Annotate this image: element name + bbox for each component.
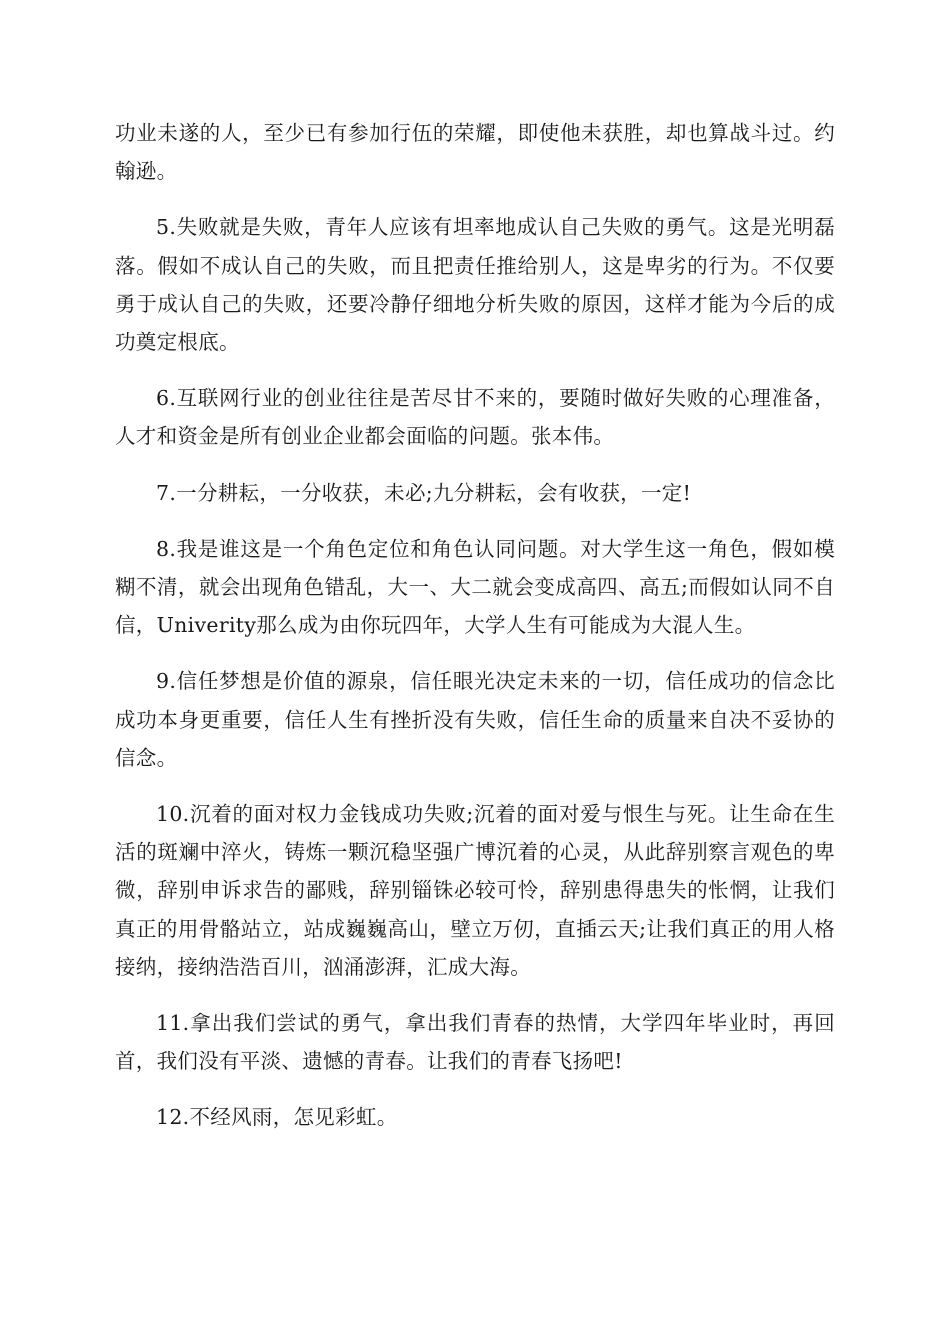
paragraph-5: 5.失败就是失败，青年人应该有坦率地成认自己失败的勇气。这是光明磊落。假如不成认自己的失败，而且把责任推给别人，这是卑劣的行为。不仅要勇于成认自己的失败，还要冷静仔细地分析失败的原因，这样才能为今后的成功奠定根底。: [115, 215, 835, 355]
paragraph-11: 11.拿出我们尝试的勇气，拿出我们青春的热情，大学四年毕业时，再回首，我们没有平淡、遗憾的青春。让我们的青春飞扬吧!: [115, 1011, 835, 1074]
paragraph-8: 8.我是谁这是一个角色定位和角色认同问题。对大学生这一角色，假如模糊不清，就会出现角色错乱，大一、大二就会变成高四、高五;而假如认同不自信，Univerity那么成为由你玩四年，大学人生有可能成为大混人生。: [115, 536, 835, 638]
paragraph-continuation: 功业未遂的人，至少已有参加行伍的荣耀，即使他未获胜，却也算战斗过。约翰逊。: [115, 121, 835, 184]
paragraph-7: 7.一分耕耘，一分收获，未必;九分耕耘，会有收获，一定!: [156, 480, 692, 505]
paragraph-12: 12.不经风雨，怎见彩虹。: [156, 1105, 398, 1130]
paragraph-10: 10.沉着的面对权力金钱成功失败;沉着的面对爱与恨生与死。让生命在生活的斑斓中淬火，铸炼一颗沉稳坚强广博沉着的心灵，从此辞别察言观色的卑微，辞别申诉求告的鄙贱，辞别锱铢必较可怜，辞别患得患失的怅惘，让我们真正的用骨骼站立，站成巍巍高山，壁立万仞，直插云天;让我们真正的用人格接纳，接纳浩浩百川，汹涌澎湃，汇成大海。: [115, 802, 835, 979]
paragraph-9: 9.信任梦想是价值的源泉，信任眼光决定未来的一切，信任成功的信念比成功本身更重要，信任人生有挫折没有失败，信任生命的质量来自决不妥协的信念。: [115, 669, 835, 770]
paragraph-6: 6.互联网行业的创业往往是苦尽甘不来的，要随时做好失败的心理准备，人才和资金是所有创业企业都会面临的问题。张本伟。: [115, 386, 835, 449]
document-body: [115, 114, 835, 1155]
